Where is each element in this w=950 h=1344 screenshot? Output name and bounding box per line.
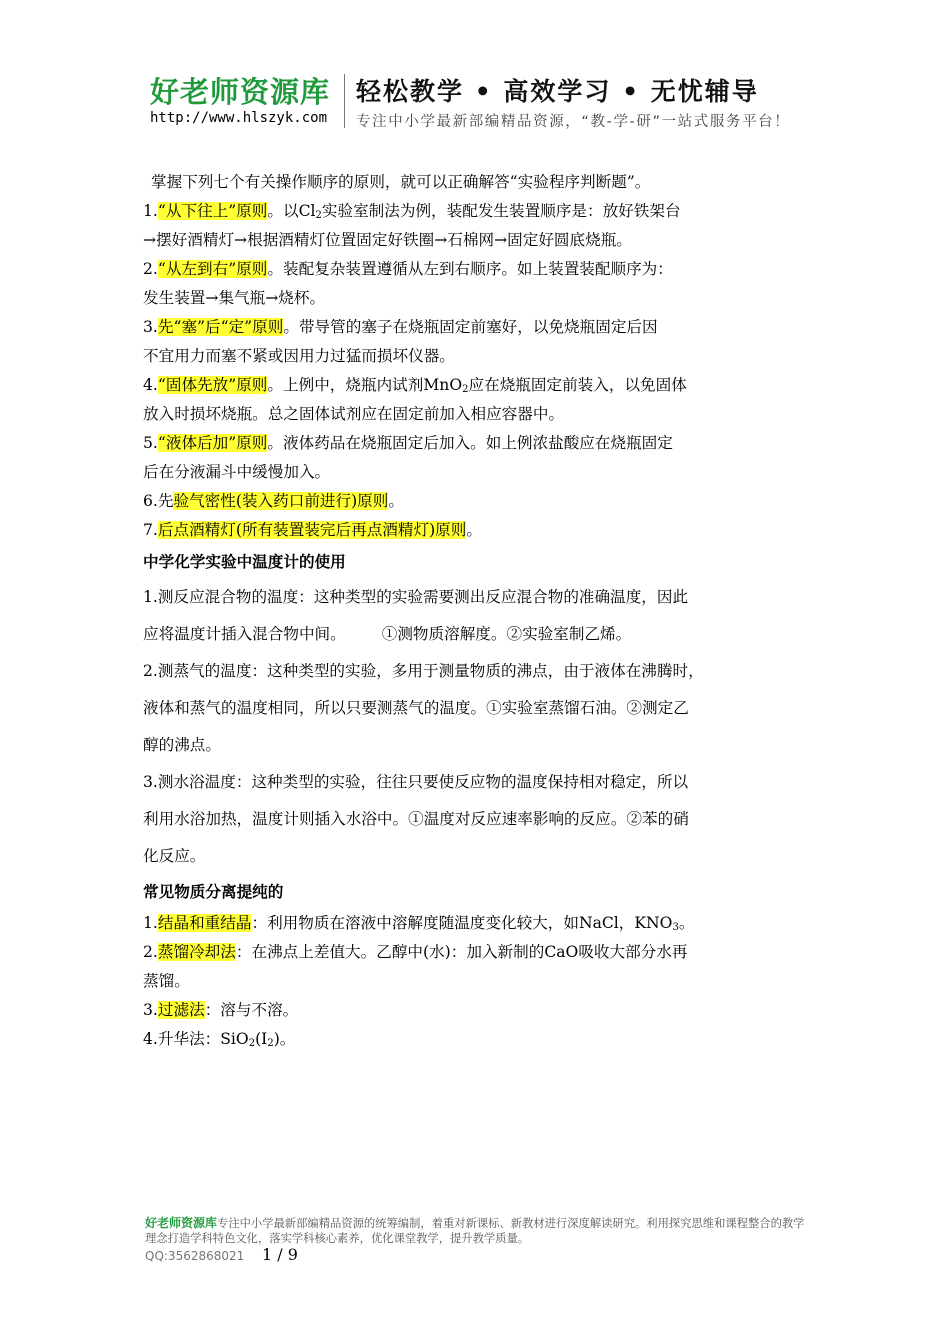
- highlight-rule-3: 先“塞”后“定”原则: [157, 318, 284, 336]
- section-heading-thermometer: 中学化学实验中温度计的使用: [143, 553, 346, 571]
- rule-5: 5.“液体后加”原则。液体药品在烧瓶固定后加入。如上例浓盐酸应在烧瓶固定 后在分液漏斗中缓慢加入。: [143, 434, 673, 481]
- header-subtitle: 专注中小学最新部编精品资源，“教-学-研”一站式服务平台！: [356, 114, 791, 130]
- rule-7: 7.后点酒精灯(所有装置装完后再点酒精灯)原则。: [143, 521, 482, 539]
- intro-paragraph: 掌握下列七个有关操作顺序的原则，就可以正确解答“实验程序判断题”。: [151, 173, 651, 191]
- header-divider: [344, 74, 345, 128]
- header-slogan: 轻松教学 • 高效学习 • 无忧辅导: [356, 77, 759, 106]
- site-logo: 好老师资源库: [150, 75, 331, 109]
- highlight-sep-2: 蒸馏冷却法: [157, 943, 236, 961]
- thermo-item-3: 3.测水浴温度：这种类型的实验，往往只要使反应物的温度保持相对稳定，所以 利用水浴加热，温度计则插入水浴中。①温度对反应速率影响的反应。②苯的硝 化反应。: [143, 773, 689, 865]
- thermo-item-1: 1.测反应混合物的温度：这种类型的实验需要测出反应混合物的准确温度，因此 应将温度计插入混合物中间。 ①测物质溶解度。②实验室制乙烯。: [143, 588, 689, 643]
- separation-item-4: 4.升华法：$SiO_2(I_2)$。: [143, 1030, 296, 1049]
- section-heading-separation: 常见物质分离提纯的: [143, 883, 284, 901]
- page-number: 1 / 9: [262, 1245, 298, 1264]
- separation-item-1: 1.结晶和重结晶：利用物质在溶液中溶解度随温度变化较大，如NaCl，$KNO_3$。: [143, 914, 695, 933]
- rule-3: 3.先“塞”后“定”原则。带导管的塞子在烧瓶固定前塞好，以免烧瓶固定后因 不宜用力而塞不紧或因用力过猛而损坏仪器。: [143, 318, 658, 365]
- thermo-item-2: 2.测蒸气的温度：这种类型的实验，多用于测量物质的沸点，由于液体在沸腾时， 液体和蒸气的温度相同，所以只要测蒸气的温度。①实验室蒸馏石油。②测定乙 醇的沸点。: [143, 662, 704, 754]
- footer-description: 好老师资源库专注中小学最新部编精品资源的统筹编制，着重对新课标、新教材进行深度解读研究。利用探究思维和课程整合的教学理念打造学科特色文化，落实学科核心素养，优化课堂教学，提升教学质量。: [145, 1216, 805, 1245]
- rule-6: 6.先验气密性(装入药口前进行)原则。: [143, 492, 404, 510]
- footer-qq: QQ:3562868021: [145, 1249, 245, 1263]
- highlight-rule-4: “固体先放”原则: [157, 376, 268, 394]
- footer-brand: 好老师资源库: [145, 1216, 218, 1230]
- highlight-sep-1: 结晶和重结晶: [157, 914, 252, 932]
- separation-item-2: 2.蒸馏冷却法：在沸点上差值大。乙醇中(水)：加入新制的CaO吸收大部分水再 蒸馏。: [143, 943, 688, 990]
- highlight-rule-2: “从左到右”原则: [157, 260, 268, 278]
- highlight-sep-3: 过滤法: [157, 1001, 205, 1019]
- highlight-rule-5: “液体后加”原则: [157, 434, 268, 452]
- highlight-rule-6: 验气密性(装入药口前进行)原则: [173, 492, 389, 510]
- rule-4: 4.“固体先放”原则。上例中，烧瓶内试剂MnO$_2$应在烧瓶固定前装入，以免固体 放入时损坏烧瓶。总之固体试剂应在固定前加入相应容器中。: [143, 376, 687, 423]
- highlight-rule-1: “从下往上”原则: [157, 202, 268, 220]
- site-url[interactable]: http://www.hlszyk.com: [150, 110, 328, 126]
- document-body: [143, 168, 813, 1054]
- highlight-rule-7: 后点酒精灯(所有装置装完后再点酒精灯)原则: [157, 521, 467, 539]
- separation-item-3: 3.过滤法：溶与不溶。: [143, 1001, 299, 1019]
- rule-2: 2.“从左到右”原则。装配复杂装置遵循从左到右顺序。如上装置装配顺序为： 发生装置→集气瓶→烧杯。: [143, 260, 673, 307]
- rule-1: 1.“从下往上”原则。以$Cl_2$实验室制法为例，装配发生装置顺序是：放好铁架台 →摆好酒精灯→根据酒精灯位置固定好铁圈→石棉网→固定好圆底烧瓶。: [143, 202, 681, 249]
